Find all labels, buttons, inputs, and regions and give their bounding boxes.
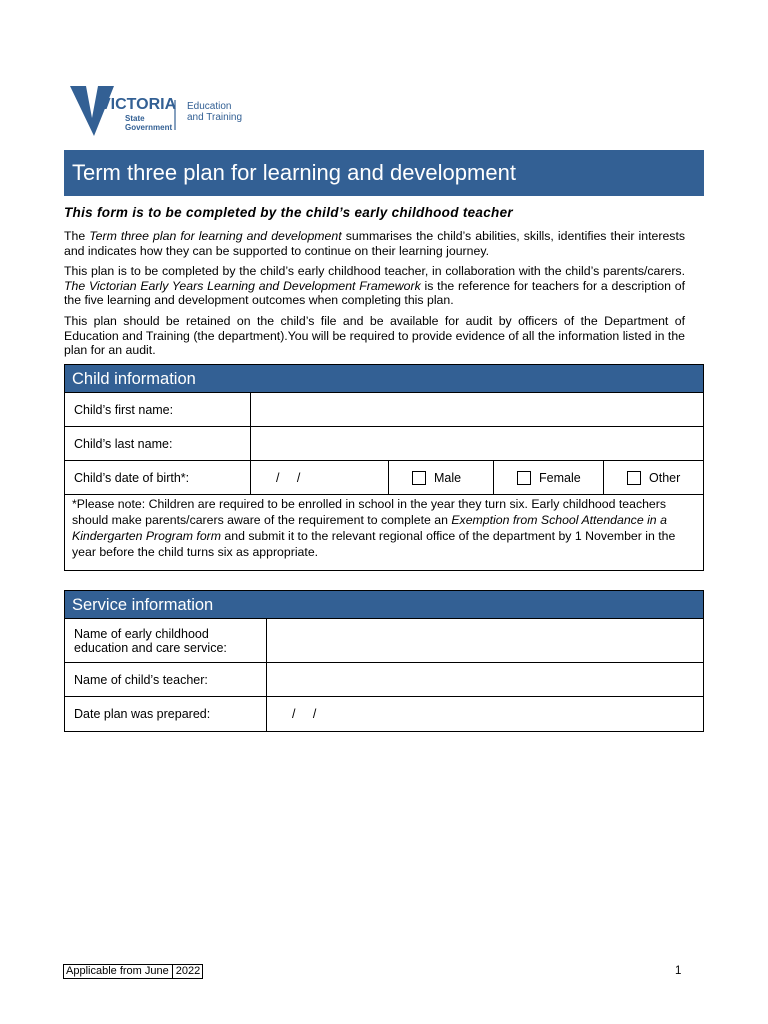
other-checkbox[interactable] — [627, 471, 641, 485]
teacher-label: Name of child’s teacher: — [65, 663, 267, 696]
para2-text-a: This plan is to be completed by the child’s early childhood teacher, in collaboration with the child’s parents/carers. — [64, 264, 685, 278]
logo-brand-text: VICTORIA — [100, 96, 177, 113]
service-information-heading: Service information — [65, 591, 703, 619]
enrolment-note — [65, 495, 703, 570]
date-prepared-row — [65, 697, 703, 731]
female-label: Female — [539, 470, 581, 485]
first-name-label: Child’s first name: — [65, 393, 251, 426]
female-option[interactable] — [494, 461, 604, 494]
para1-text-italic: Term three plan for learning and development — [89, 229, 342, 243]
note-text-italic: Exemption from School Attendance in a Kindergarten Program form — [72, 513, 667, 543]
victoria-state-government-logo — [70, 84, 250, 138]
logo-government-text: Government — [125, 123, 173, 132]
intro-paragraph-3: This plan should be retained on the child’s file and be available for audit by officers of the Department of Education and Training (the department).You will be required to provide evidence of all the information listed in the plan for an audit. — [64, 314, 685, 357]
service-name-label: Name of early childhood education and care service: — [65, 619, 267, 662]
male-label: Male — [434, 470, 462, 485]
note-text-a: *Please note: Children are required to be enrolled in school in the year they turn six. Early childhood teachers should make parents/carers aware of the requirement to complete an — [72, 497, 667, 527]
service-information-section — [64, 590, 704, 732]
teacher-row — [65, 663, 703, 697]
other-label: Other — [649, 470, 681, 485]
dob-row — [65, 461, 703, 495]
intro-paragraph-1 — [64, 229, 685, 258]
other-option[interactable] — [604, 461, 703, 494]
last-name-field[interactable] — [251, 427, 703, 460]
first-name-field[interactable] — [251, 393, 703, 426]
male-checkbox[interactable] — [412, 471, 426, 485]
last-name-row — [65, 427, 703, 461]
logo-dept-line2: and Training — [187, 112, 243, 123]
child-information-section — [64, 364, 704, 571]
male-option[interactable] — [389, 461, 494, 494]
para1-text-c: summarises the child’s abilities, skills, identifies their interests and indicates how they can be supported to continue on their learning journey. — [64, 229, 686, 258]
last-name-label: Child’s last name: — [65, 427, 251, 460]
logo-state-text: State — [125, 114, 145, 123]
date-prepared-field[interactable]: / / — [292, 707, 317, 721]
footer-year: 2022 — [172, 965, 200, 978]
first-name-row — [65, 393, 703, 427]
teacher-field[interactable] — [267, 663, 703, 696]
page-number: 1 — [675, 965, 682, 977]
dob-field[interactable]: / / — [251, 461, 389, 494]
dob-note-row — [65, 495, 703, 570]
date-prepared-label: Date plan was prepared: — [65, 697, 267, 731]
para2-text-italic: The Victorian Early Years Learning and Development Framework — [64, 278, 421, 293]
female-checkbox[interactable] — [517, 471, 531, 485]
para1-text-a: The — [64, 229, 90, 243]
service-name-field[interactable] — [267, 619, 703, 662]
page-title: Term three plan for learning and development — [64, 150, 704, 196]
service-name-row — [65, 619, 703, 663]
intro-paragraph-2 — [64, 264, 685, 308]
footer-applicable-text: Applicable from June — [66, 965, 169, 977]
para2-text-c: is the reference for teachers for a description of the five learning and development outcomes when completing this plan. — [64, 278, 685, 307]
footer-applicable-box — [63, 964, 203, 979]
child-information-heading: Child information — [65, 365, 703, 393]
note-text-c: and submit it to the relevant regional office of the department by 1 November in the year before the child turns six as appropriate. — [72, 529, 676, 559]
page-subtitle: This form is to be completed by the child’s early childhood teacher — [64, 205, 513, 220]
logo-dept-line1: Education — [187, 101, 232, 112]
dob-label: Child’s date of birth*: — [65, 461, 251, 494]
